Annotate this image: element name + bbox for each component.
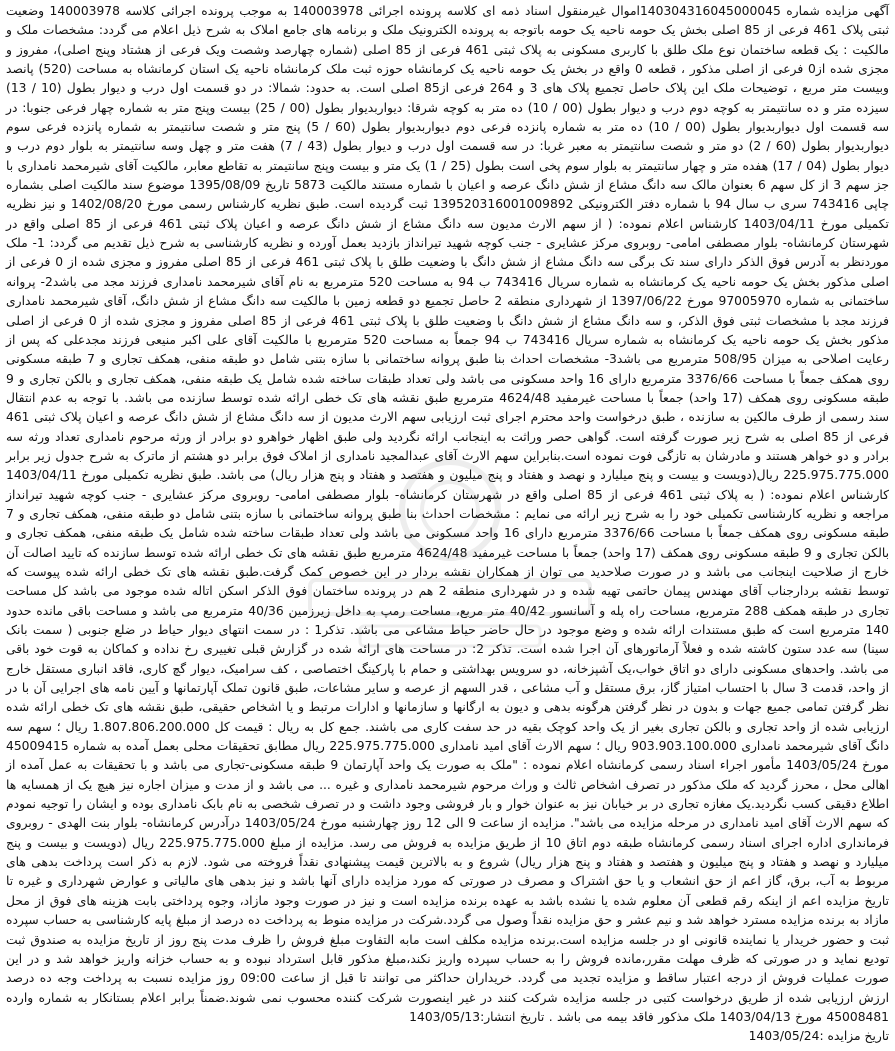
auction-notice-text: آگهی مزایده شماره 140304316045000045اموال غیرمنقول اسناد ذمه ای کلاسه پرونده اجرائی 140003978 به موجب پرونده اجرائی کلاسه 140003978 وضعیت ثبتی پلاک 461 فرعی از 85 اصلی بخش یک حومه ناحیه یک حومه باتوجه به پرونده الکترونیک ملک و برنامه های جامع املاک به شرح ذیل اعلام می گردد: مشخصات ملک و مالکیت : یک قطعه ساختمان نوع ملک طلق با کاربری مسکونی به پلاک ثبتی 461 فرعی از 85 اصلی (شماره چهارصد وشصت ویک فرعی از هشتاد وپنج اصلی)، مفروز و مجزی شده از0 فرعی از اصلی مذکور ، قطعه 0 واقع در بخش یک حومه ناحیه یک کرمانشاه حوزه ثبت ملک کرمانشاه ناحیه یک استان کرمانشاه به مساحت (520) پانصد وبیست متر مربع ، توضیحات ملک این پلاک حاصل تجمیع پلاک های 3 و 264 فرعی از85 اصلی است. به حدود: شمالا: در دو قسمت اول درب و دیوار بطول (10 / 13) سیزده متر و ده سانتیمتر به کوچه دوم درب و دیوار بطول (00 / 10) ده متر به کوچه شرقا: دیواربدیوار بطول (00 / 25) بیست وپنج متر به شماره چهار فرعی جنوبا: در سه قسمت اول دیواربدیوار بطول (00 / 10) ده متر به شماره پانزده فرعی دوم دیواربدیوار بطول (60 / 5) پنج متر و شصت سانتیمتر به شماره پانزده فرعی سوم دیواربدیوار بطول (60 / 2) دو متر و شصت سانتیمتر به معبر غربا: در سه قسمت اول درب و دیوار بطول (43 / 7) هفت متر و چهل وسه سانتیمتر به بلوار دوم درب و دیوار بطول (04 / 17) هفده متر و چهار سانتیمتر به بلوار سوم پخی است بطول (25 / 1) یک متر و بیست وپنج سانتیمتر به تقاطع معابر، مالکیت آقای شیرمحمد نامداری با جز سهم 3 از کل سهم 6 بعنوان مالک سه دانگ مشاع از شش دانگ عرصه و اعیان با شماره مستند مالکیت 5873 تاریخ 1395/08/09 موضوع سند مالکیت اصلی بشماره چاپی 743416 سری ب سال 94 با شماره دفتر الکترونیکی 139520316001009892 ثبت گردیده است. طبق نظریه کارشناس رسمی مورخ 1402/08/20 و نیز نظریه تکمیلی مورخ 1403/04/11 کارشناس اعلام نموده: ( از سهم الارث مدیون سه دانگ مشاع از شش دانگ عرصه و اعیان پلاک ثبتی 461 فرعی از 85 اصلی واقع در شهرستان کرمانشاه- بلوار مصطفی امامی- روبروی مرکز عشایری - جنب کوچه شهید تیرانداز بازدید بعمل آورده و نظریه کارشناسی به شرح ذیل تقدیم می گردد: 1- ملک موردنظر به آدرس فوق الذکر دارای سند تک برگی سه دانگ مشاع از شش دانگ با وضعیت طلق با پلاک ثبتی 461 فرعی از 85 اصلی مفروز و مجزی شده از 0 فرعی از اصلی مذکور بخش یک حومه ناحیه یک کرمانشاه به شماره سریال 743416 ب 94 به مساحت 520 مترمربع به نام آقای شیرمحمد نامداری فرزند مجد می باشد2- پروانه ساختمانی به شماره 97005970 مورخ 1397/06/22 از شهرداری منطقه 2 حاصل تجمیع دو قطعه زمین با مالکیت سه دانگ مشاع از شش دانگ، آقای شیرمحمد نامداری فرزند مجد با مشخصات ثبتی فوق الذکر، و سه دانگ مشاع از شش دانگ با وضعیت طلق با پلاک ثبتی 461 فرعی از 85 اصلی مفروز و مجزی شده از 0 فرعی از اصلی مذکور بخش یک حومه ناحیه یک کرمانشاه به شماره سریال 743416 ب 94 جمعاً به مساحت 520 مترمربع با مالکیت آقای علی اکبر منیعی فرزند مجدعلی که پس از رعایت اصلاحی به میزان 508/95 مترمربع می باشد3- مشخصات احداث بنا طبق پروانه ساختمانی با سازه بتنی شامل دو طبقه منفی، همکف تجاری و 7 طبقه مسکونی روی همکف جمعاً با مساحت 3376/66 مترمربع دارای 16 واحد مسکونی می باشد ولی تعداد طبقات ساخته شده شامل یک طبقه منفی، همکف تجاری و بالکن تجاری و 9 طبقه مسکونی روی همکف (17 واحد) جمعاً با مساحت غیرمفید 4624/48 مترمربع طبق نقشه های تک خطی ارائه شده توسط سازنده می باشد. با توجه به عدم انتقال سند رسمی از طرف مالکین به سازنده ، طبق درخواست واحد محترم اجرای ثبت ارزیابی سهم الارث مدیون از سه دانگ مشاع از شش دانگ عرصه و اعیان پلاک ثبتی 461 فرعی از 85 اصلی به شرح زیر صورت گرفته است. گواهی حصر وراثت به اینجانب ارائه نگردید ولی طبق اظهار خواهرو دو برادر از ورثه مرحوم نامداری تعداد ورثه سه برادر و دو خواهر هستند و مادرشان به تازگی فوت نموده است.بنابراین سهم الارث آقای عبدالمجید نامداری از املاک فوق برابر دو هشتم از ماترک به شرح جدول زیر برابر 225.975.775.000 ریال(دویست و بیست و پنج میلیارد و نهصد و هفتاد و پنج میلیون و هفتصد و هفتاد و پنج هزار ریال) می باشد. طبق نظریه تکمیلی مورخ 1403/04/11 کارشناس اعلام نموده: ( به پلاک ثبتی 461 فرعی از 85 اصلی واقع در شهرستان کرمانشاه- بلوار مصطفی امامی- روبروی مرکز عشایری - جنب کوچه شهید تیرانداز مراجعه و نظریه کارشناسی تکمیلی خود را به شرح زیر ارائه می نمایم : مشخصات احداث بنا طبق پروانه ساختمانی با سازه بتنی شامل دو طبقه منفی، همکف تجاری و 7 طبقه مسکونی روی همکف جمعاً با مساحت 3376/66 مترمربع دارای 16 واحد مسکونی می باشد ولی تعداد طبقات ساخته شده شامل یک طبقه منفی، همکف تجاری و بالکن تجاری و 9 طبقه مسکونی روی همکف (17 واحد) جمعاً با مساحت غیرمفید 4624/48 مترمربع طبق نقشه های تک خطی ارائه شده توسط سازنده که تایید اصالت آن خارج از صلاحیت اینجانب می باشد و در صورت صلاحدید می توان از همکاران نقشه بردار در این خصوص کمک گرفت.طبق نقشه های تک خطی ارائه شده پیوست که توسط نقشه بردارجناب آقای مهندس پیمان حاتمی تهیه شده و در شهرداری منطقه 2 هم در پرونده ساختمان فوق الذکر اسکن اتاله شده موجود می باشد کل مساحت تجاری در طبقه همکف 288 مترمربع، مساحت راه پله و آسانسور 40/42 متر مربع، مساحت رمپ به داخل زیرزمین 40/36 مترمربع می باشد و مساحت باقی مانده حدود 140 مترمربع است که طبق مستندات ارائه شده و وضع موجود در حال حاضر حیاط مشاعی می باشد. تذکر1 : در سمت انتهای دیوار حیاط در ضلع جنوبی ( سمت بانک سینا) سه عدد ستون کاشته شده و فعلاً آرماتورهای آن اجرا شده است. تذکر 2: در مساحت های ارائه شده در گزارش قبلی تغییری رخ نداده و کماکان به قوت خود باقی می باشد. واحدهای مسکونی دارای دو اتاق خواب،یک آشپزخانه، دو سرویس بهداشتی و حمام با پارکینگ اختصاصی ، کف سرامیک، دیوار گچ کاری، فاقد انباری مستقل خارج از واحد، قدمت 3 سال با احتساب امتیاز گاز، برق مستقل و آب مشاعی ، قدر السهم از عرصه و سایر مشاعات، طبق قانون تملک آپارتمانها و آیین نامه های اجرایی آن با در نظر گرفتن تمامی جمیع جهات و بدون در نظر گرفتن هرگونه بدهی و دیون به ارگانها و سازمانها و ادارات مرتبط و یا اشخاص حقیقی، طبق نقشه های تک خطی ارائه شده ارزیابی شده از واحد تجاری و بالکن تجاری بغیر از یک واحد کوچک بقیه در حد سفت کاری می باشند. جمع کل به ریال : قیمت کل 1.807.806.200.000 ریال ؛ سهم سه دانگ آقای شیرمحمد نامداری 903.903.100.000 ریال ؛ سهم الارث آقای امید نامداری 225.975.775.000 ریال مطابق تحقیقات محلی بعمل آمده به شماره 45009415 مورخ 1403/05/24 مأمور اجراء اسناد رسمی کرمانشاه اعلام نموده : "ملک به صورت یک واحد آپارتمان 9 طبقه مسکونی-تجاری می باشد و با تحقیقات به عمل آمده از اهالی محل ، محرز گردید که ملک مذکور در تصرف اشخاص ثالث و وراث مرحوم شیرمحمد نامداری و غیره ... می باشد و از مدت و میزان اجاره نیز هیچ یک از همسایه ها اطلاع دقیقی کسب نگردید.یک مغازه تجاری در بر خیابان نیز به عنوان خوار و بار فروشی وجود داشت و در تصرف شخصی به نام بابک نامداری بوده و ایشان را توجیه نمودم که سهم الارث آقای امید نامداری در مرحله مزایده می باشد". مزایده از ساعت 9 الی 12 روز چهارشنبه مورخ 1403/05/24 درآدرس کرمانشاه- بلوار بنت الهدی - روبروی فرمانداری اداره اجرای اسناد رسمی کرمانشاه طبقه دوم اتاق 10 از طریق مزایده به فروش می رسد. مزایده از مبلغ 225.975.775.000 ریال (دویست و بیست و پنج میلیارد و نهصد و هفتاد و پنج میلیون و هفتصد و هفتاد و پنج هزار ریال) شروع و به بالاترین قیمت پیشنهادی نقداً فروخته می شود. لازم به ذکر است پرداخت بدهی های مربوط به آب، برق، گاز اعم از حق انشعاب و یا حق اشتراک و مصرف در صورتی که مورد مزایده دارای آنها باشد و نیز بدهی های مالیاتی و عوارض شهرداری و غیره تا تاریخ مزایده اعم از اینکه رقم قطعی آن معلوم شده یا نشده باشد به عهده برنده مزایده است و نیز در صورت وجود مازاد، وجوه پرداختی بابت هزینه های فوق از محل مازاد به برنده مزایده مسترد خواهد شد و نیم عشر و حق مزایده نقداً وصول می گردد.شرکت در مزایده منوط به پرداخت ده درصد از مبلغ پایه کارشناسی به حساب سپرده ثبت و حضور خریدار یا نماینده قانونی او در جلسه مزایده است.برنده مزایده مکلف است مابه التفاوت مبلغ فروش را ظرف مدت پنج روز از تاریخ مزایده به صندوق ثبت تودیع نماید و در صورتی که ظرف مهلت مقرر،مانده فروش را به حساب سپرده واریز نکند،مبلغ مذکور قابل استرداد نبوده و به حساب خزانه واریز خواهد شد و در این صورت عملیات فروش از درجه اعتبار ساقط و مزایده تجدید می گردد. خریداران حداکثر می توانند تا قبل از ساعت 09:00 روز مزایده نسبت به پرداخت وجه ده درصد ارزش ارزیابی شده از طریق درخواست کتبی در جلسه مزایده شرکت کنند در غیر اینصورت شرکت کننده محسوب نمی شوند.ضمناً برابر اعلام بستانکار به شماره وارده 45008481 مورخ 1403/04/13 ملک مذکور فاقد بیمه می باشد . تاریخ انتشار:1403/05/13 [6,4,890,1024]
auction-date-line: تاریخ مزایده :1403/05/24 [748,1029,889,1044]
